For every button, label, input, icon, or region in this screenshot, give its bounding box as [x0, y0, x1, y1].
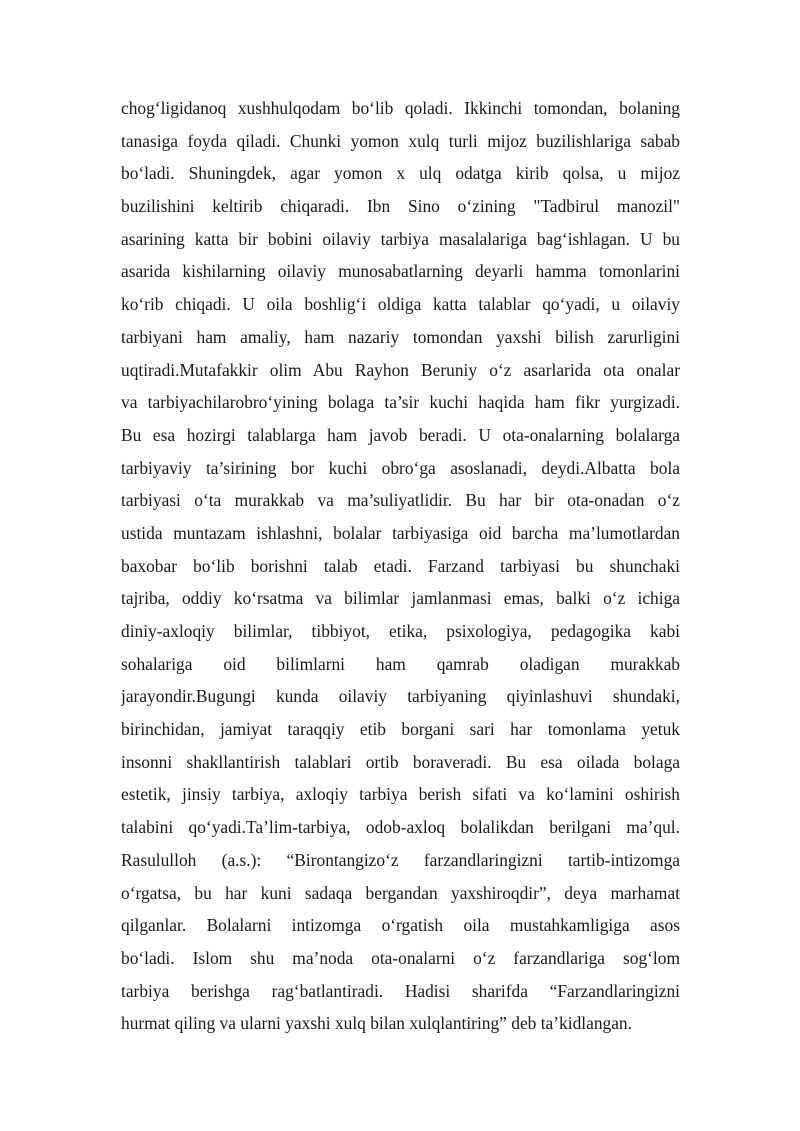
text-line: jarayondir.Bugungi kunda oilaviy tarbiyaning qiyinlashuvi shundaki,	[121, 686, 680, 707]
text-line: talabini qo‘yadi.Ta’lim-tarbiya, odob-axloq bolalikdan berilgani ma’qul.	[121, 817, 680, 838]
text-line: tarbiyani ham amaliy, ham nazariy tomondan yaxshi bilish zarurligini	[121, 326, 680, 347]
text-line: ko‘rib chiqadi. U oila boshlig‘i oldiga katta talablar qo‘yadi, u oilaviy	[121, 294, 680, 315]
text-line: Rasululloh (a.s.): “Birontangizo‘z farzandlaringizni tartib-intizomga	[121, 849, 680, 870]
body-paragraph	[121, 92, 680, 1040]
text-line: qilganlar. Bolalarni intizomga o‘rgatish oila mustahkamligiga asos	[121, 915, 680, 936]
text-line: estetik, jinsiy tarbiya, axloqiy tarbiya berish sifati va ko‘lamini oshirish	[121, 784, 680, 805]
text-line: diniy-axloqiy bilimlar, tibbiyot, etika, psixologiya, pedagogika kabi	[121, 621, 680, 641]
text-line: bo‘ladi. Shuningdek, agar yomon x ulq odatga kirib qolsa, u mijoz	[121, 163, 680, 184]
text-line: va tarbiyachilarobro‘yining bolaga ta’sir kuchi haqida ham fikr yurgizadi.	[121, 392, 680, 413]
text-line: baxobar bo‘lib borishni talab etadi. Farzand tarbiyasi bu shunchaki	[121, 555, 680, 576]
text-line: tajriba, oddiy ko‘rsatma va bilimlar jamlanmasi emas, balki o‘z ichiga	[121, 588, 680, 609]
text-line: birinchidan, jamiyat taraqqiy etib borgani sari har tomonlama yetuk	[121, 719, 680, 740]
text-line: ustida muntazam ishlashni, bolalar tarbiyasiga oid barcha ma’lumotlardan	[121, 522, 680, 543]
text-line: tarbiyaviy ta’sirining bor kuchi obro‘ga asoslanadi, deydi.Albatta bola	[121, 457, 680, 478]
text-line: hurmat qiling va ularni yaxshi xulq bilan xulqlantiring” deb ta’kidlangan.	[121, 1013, 632, 1034]
text-line: tanasiga foyda qiladi. Chunki yomon xulq turli mijoz buzilishlariga sabab	[121, 130, 680, 151]
text-line: asarida kishilarning oilaviy munosabatlarning deyarli hamma tomonlarini	[121, 261, 680, 282]
text-line: asarining katta bir bobini oilaviy tarbiya masalalariga bag‘ishlagan. U bu	[121, 228, 680, 249]
text-line: bo‘ladi. Islom shu ma’noda ota-onalarni o‘z farzandlariga sog‘lom	[121, 947, 680, 968]
text-line: tarbiyasi o‘ta murakkab va ma’suliyatlidir. Bu har bir ota-onadan o‘z	[121, 490, 680, 511]
text-line: sohalariga oid bilimlarni ham qamrab oladigan murakkab	[121, 653, 680, 674]
text-line: uqtiradi.Mutafakkir olim Abu Rayhon Beruniy o‘z asarlarida ota onalar	[121, 359, 680, 380]
text-line: Bu esa hozirgi talablarga ham javob beradi. U ota-onalarning bolalarga	[121, 424, 680, 445]
text-line: insonni shakllantirish talablari ortib boraveradi. Bu esa oilada bolaga	[121, 751, 680, 772]
text-line: chog‘ligidanoq xushhulqodam bo‘lib qoladi. Ikkinchi tomondan, bolaning	[121, 98, 680, 118]
text-line: o‘rgatsa, bu har kuni sadaqa bergandan yaxshiroqdir”, deya marhamat	[121, 882, 680, 903]
text-line: tarbiya berishga rag‘batlantiradi. Hadisi sharifda “Farzandlaringizni	[121, 980, 680, 1001]
text-line: buzilishini keltirib chiqaradi. Ibn Sino o‘zining "Tadbirul manozil"	[121, 196, 680, 217]
